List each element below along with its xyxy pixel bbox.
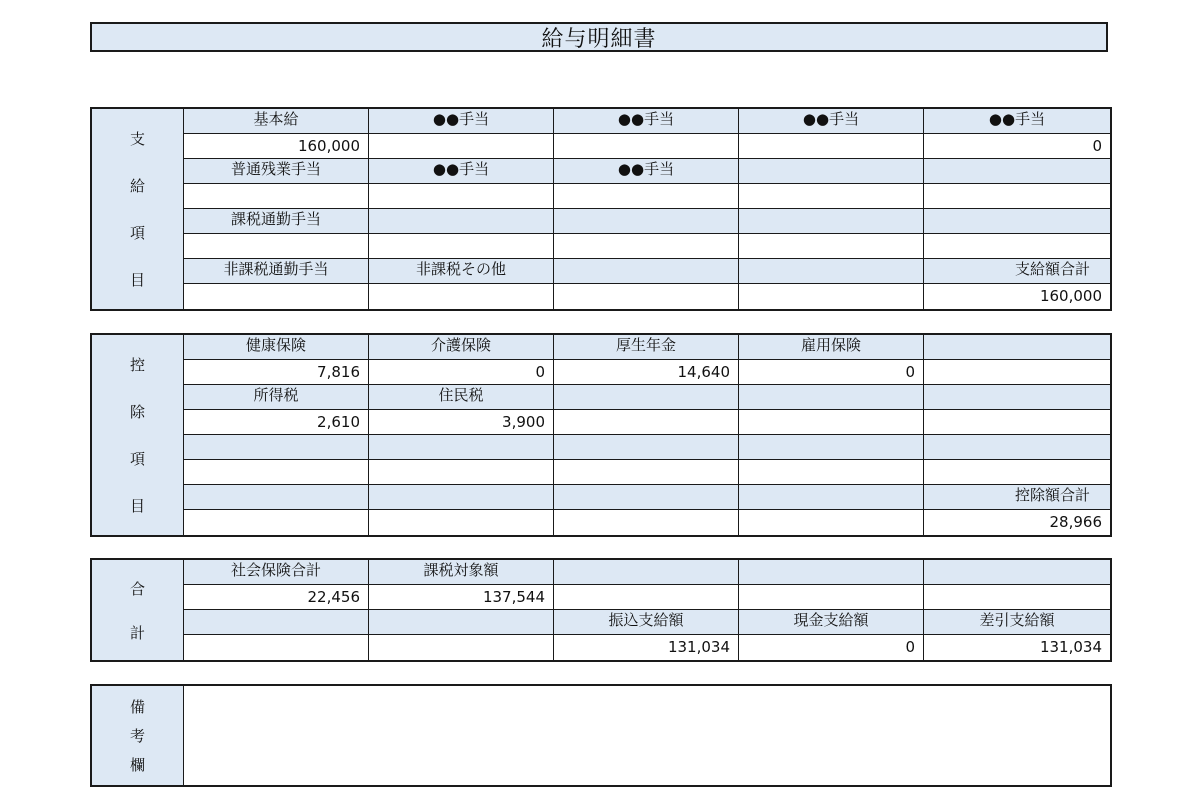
deductions-header-cell: 控除額合計	[924, 485, 1110, 510]
deductions-side-label	[92, 335, 184, 535]
payments-value-cell[interactable]	[554, 234, 739, 259]
deductions-value-cell[interactable]: 28,966	[924, 510, 1110, 535]
totals-grid	[184, 560, 1110, 660]
deductions-side-char: 控	[129, 356, 145, 374]
remarks-side-label	[92, 686, 184, 785]
totals-side-label	[92, 560, 184, 660]
deductions-header-cell	[554, 485, 739, 510]
payments-value-cell[interactable]: 160,000	[924, 284, 1110, 309]
deductions-value-cell[interactable]	[924, 360, 1110, 385]
deductions-value-cell[interactable]	[924, 410, 1110, 435]
payments-grid	[184, 109, 1110, 309]
deductions-value-cell[interactable]	[739, 410, 924, 435]
payments-value-cell[interactable]	[554, 284, 739, 309]
deductions-value-cell[interactable]	[369, 510, 554, 535]
deductions-value-cell[interactable]	[184, 510, 369, 535]
deductions-header-cell: 介護保険	[369, 335, 554, 360]
payments-value-cell[interactable]: 160,000	[184, 134, 369, 159]
payments-header-cell: 支給額合計	[924, 259, 1110, 284]
payments-value-cell[interactable]	[739, 284, 924, 309]
deductions-header-cell: 雇用保険	[739, 335, 924, 360]
payments-side-label	[92, 109, 184, 309]
deductions-header-cell: 厚生年金	[554, 335, 739, 360]
totals-value-cell[interactable]	[924, 585, 1110, 610]
deductions-value-cell[interactable]	[739, 460, 924, 485]
payments-value-cell[interactable]	[184, 184, 369, 209]
payments-value-cell[interactable]	[924, 234, 1110, 259]
payments-header-cell	[739, 209, 924, 234]
deductions-grid	[184, 335, 1110, 535]
payments-value-cell[interactable]	[184, 284, 369, 309]
totals-header-cell	[739, 560, 924, 585]
deductions-value-cell[interactable]	[924, 460, 1110, 485]
payments-value-cell[interactable]	[924, 184, 1110, 209]
deductions-value-cell[interactable]: 0	[369, 360, 554, 385]
payments-header-cell: 普通残業手当	[184, 159, 369, 184]
deductions-header-cell: 住民税	[369, 385, 554, 410]
payments-value-cell[interactable]	[739, 184, 924, 209]
totals-header-cell: 社会保険合計	[184, 560, 369, 585]
deductions-header-cell	[739, 435, 924, 460]
totals-header-cell: 振込支給額	[554, 610, 739, 635]
payments-value-cell[interactable]	[369, 134, 554, 159]
totals-header-cell	[554, 560, 739, 585]
payments-header-cell	[554, 259, 739, 284]
payments-value-cell[interactable]	[369, 184, 554, 209]
deductions-value-cell[interactable]: 7,816	[184, 360, 369, 385]
remarks-input-area[interactable]	[184, 686, 1110, 785]
deductions-header-cell	[184, 485, 369, 510]
payments-header-cell: 基本給	[184, 109, 369, 134]
totals-value-cell[interactable]: 22,456	[184, 585, 369, 610]
payments-header-cell	[554, 209, 739, 234]
deductions-value-cell[interactable]: 2,610	[184, 410, 369, 435]
totals-header-cell	[924, 560, 1110, 585]
totals-header-cell: 現金支給額	[739, 610, 924, 635]
totals-value-cell[interactable]	[369, 635, 554, 660]
payments-value-cell[interactable]	[739, 134, 924, 159]
payments-header-cell: ●●手当	[554, 109, 739, 134]
payments-header-cell: ●●手当	[739, 109, 924, 134]
deductions-value-cell[interactable]	[554, 460, 739, 485]
deductions-header-cell	[369, 485, 554, 510]
totals-header-cell	[369, 610, 554, 635]
payments-header-cell: ●●手当	[924, 109, 1110, 134]
deductions-value-cell[interactable]	[554, 410, 739, 435]
payments-value-cell[interactable]	[554, 184, 739, 209]
deductions-value-cell[interactable]	[184, 460, 369, 485]
payments-header-cell: ●●手当	[369, 109, 554, 134]
deductions-header-cell	[739, 485, 924, 510]
payments-header-cell	[739, 159, 924, 184]
deductions-header-cell	[924, 435, 1110, 460]
document-title: 給与明細書	[90, 22, 1108, 52]
totals-header-cell: 課税対象額	[369, 560, 554, 585]
remarks-side-char: 備	[129, 698, 145, 716]
payments-header-cell	[924, 209, 1110, 234]
payments-header-cell	[369, 209, 554, 234]
totals-value-cell[interactable]	[739, 585, 924, 610]
totals-value-cell[interactable]: 137,544	[369, 585, 554, 610]
deductions-header-cell	[554, 435, 739, 460]
payments-side-char: 項	[129, 224, 145, 242]
totals-header-cell: 差引支給額	[924, 610, 1110, 635]
payments-value-cell[interactable]	[554, 134, 739, 159]
payments-header-cell: 非課税その他	[369, 259, 554, 284]
payments-value-cell[interactable]	[739, 234, 924, 259]
deductions-value-cell[interactable]: 14,640	[554, 360, 739, 385]
remarks-section	[90, 684, 1112, 787]
payments-value-cell[interactable]	[369, 234, 554, 259]
totals-value-cell[interactable]	[184, 635, 369, 660]
deductions-header-cell	[554, 385, 739, 410]
payments-section	[90, 107, 1112, 311]
payments-value-cell[interactable]: 0	[924, 134, 1110, 159]
deductions-header-cell	[924, 385, 1110, 410]
deductions-header-cell: 所得税	[184, 385, 369, 410]
payments-side-char: 目	[129, 271, 145, 289]
deductions-value-cell[interactable]	[554, 510, 739, 535]
totals-header-cell	[184, 610, 369, 635]
payments-value-cell[interactable]	[369, 284, 554, 309]
deductions-section	[90, 333, 1112, 537]
payments-header-cell	[924, 159, 1110, 184]
deductions-header-cell	[739, 385, 924, 410]
deductions-header-cell	[369, 435, 554, 460]
totals-side-char: 合	[129, 579, 145, 598]
deductions-value-cell[interactable]	[369, 460, 554, 485]
deductions-side-char: 目	[129, 497, 145, 515]
totals-value-cell[interactable]: 131,034	[924, 635, 1110, 660]
payments-header-cell: ●●手当	[369, 159, 554, 184]
deductions-side-char: 項	[129, 450, 145, 468]
deductions-header-cell: 健康保険	[184, 335, 369, 360]
remarks-side-char: 欄	[129, 756, 145, 774]
deductions-header-cell	[184, 435, 369, 460]
payments-header-cell: ●●手当	[554, 159, 739, 184]
deductions-value-cell[interactable]	[739, 510, 924, 535]
totals-value-cell[interactable]: 131,034	[554, 635, 739, 660]
payments-value-cell[interactable]	[184, 234, 369, 259]
deductions-value-cell[interactable]: 0	[739, 360, 924, 385]
deductions-header-cell	[924, 335, 1110, 360]
remarks-side-char: 考	[129, 727, 145, 745]
totals-value-cell[interactable]	[554, 585, 739, 610]
totals-section	[90, 558, 1112, 662]
payments-side-char: 支	[129, 130, 145, 148]
totals-side-char: 計	[129, 623, 145, 642]
payments-header-cell: 課税通勤手当	[184, 209, 369, 234]
payments-header-cell: 非課税通勤手当	[184, 259, 369, 284]
deductions-value-cell[interactable]: 3,900	[369, 410, 554, 435]
payments-header-cell	[739, 259, 924, 284]
payments-side-char: 給	[129, 177, 145, 195]
deductions-side-char: 除	[129, 403, 145, 421]
totals-value-cell[interactable]: 0	[739, 635, 924, 660]
